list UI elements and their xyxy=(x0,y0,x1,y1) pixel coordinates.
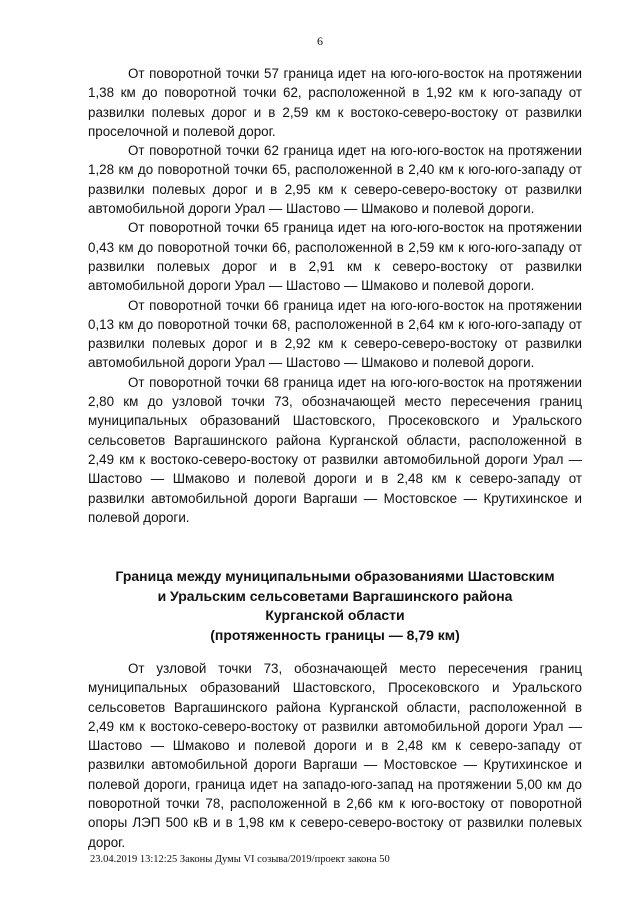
paragraph: От поворотной точки 68 граница идет на юго-юго-восток на протяжении 2,80 км до узловой точки 73, обозначающей место пересечения границ муниципальных образований Шастовского, Просековского и Уральского сельсоветов Варгашинского района Курганской области, расположенной в 2,49 км к востоко-северо-востоку от развилки автомобильной дороги Урал — Шастово — Шмаково и полевой дороги и в 2,48 км к северо-западу от развилки автомобильной дороги Варгаши — Мостовское — Крутихинское и полевой дороги. xyxy=(88,374,582,525)
section-heading-line: и Уральским сельсоветами Варгашинского района xyxy=(157,587,513,604)
section-heading xyxy=(88,567,582,645)
section-heading-line: Курганской области xyxy=(265,607,405,624)
footer-stamp: 23.04.2019 13:12:25 Законы Думы VI созыва/2019/проект закона 50 xyxy=(90,854,390,865)
section-body xyxy=(88,659,582,852)
page-number: 6 xyxy=(317,34,323,48)
paragraph: От поворотной точки 57 граница идет на юго-юго-восток на протяжении 1,38 км до поворотной точки 62, расположенной в 1,92 км к юго-западу от развилки полевых дорог и в 2,59 км к востоко-северо-востоку от развилки проселочной и полевой дорог. xyxy=(88,66,582,139)
paragraph: От поворотной точки 65 граница идет на юго-юго-восток на протяжении 0,43 км до поворотной точки 66, расположенной в 2,59 км к юго-юго-западу от развилки полевых дорог и в 2,91 км к северо-востоку от развилки автомобильной дороги Урал — Шастово — Шмаково и полевой дороги. xyxy=(88,220,582,294)
boundary-description xyxy=(88,64,582,527)
section-heading-line: Граница между муниципальными образованиями Шастовским xyxy=(115,568,555,584)
section-paragraph: От узловой точки 73, обозначающей место пересечения границ муниципальных образований Шастовского, Просековского и Уральского сельсоветов Варгашинского района Курганской области, расположенной в 2,49 км к востоко-северо-востоку от развилки автомобильной дороги Урал — Шастово — Шмаково и полевой дороги и в 2,48 км к северо-западу от развилки автомобильной дороги Варгаши — Мостовское — Крутихинское и полевой дороги, граница идет на западо-юго-запад на протяжении 5,00 км до поворотной точки 78, расположенной в 2,66 км к юго-востоку от поворотной опоры ЛЭП 500 кВ и в 1,98 км к северо-северо-востоку от развилки полевых дорог. xyxy=(88,661,582,850)
paragraph: От поворотной точки 62 граница идет на юго-юго-восток на протяжении 1,28 км до поворотной точки 65, расположенной в 2,40 км к юго-юго-западу от развилки полевых дорог и в 2,95 км к северо-северо-востоку от развилки автомобильной дороги Урал — Шастово — Шмаково и полевой дороги. xyxy=(88,143,582,217)
section-length: (протяженность границы — 8,79 км) xyxy=(210,626,460,643)
paragraph: От поворотной точки 66 граница идет на юго-юго-восток на протяжении 0,13 км до поворотной точки 68, расположенной в 2,64 км к юго-юго-западу от развилки полевых дорог и в 2,92 км к северо-северо-востоку от развилки автомобильной дороги Урал — Шастово — Шмаково и полевой дороги. xyxy=(88,297,582,371)
